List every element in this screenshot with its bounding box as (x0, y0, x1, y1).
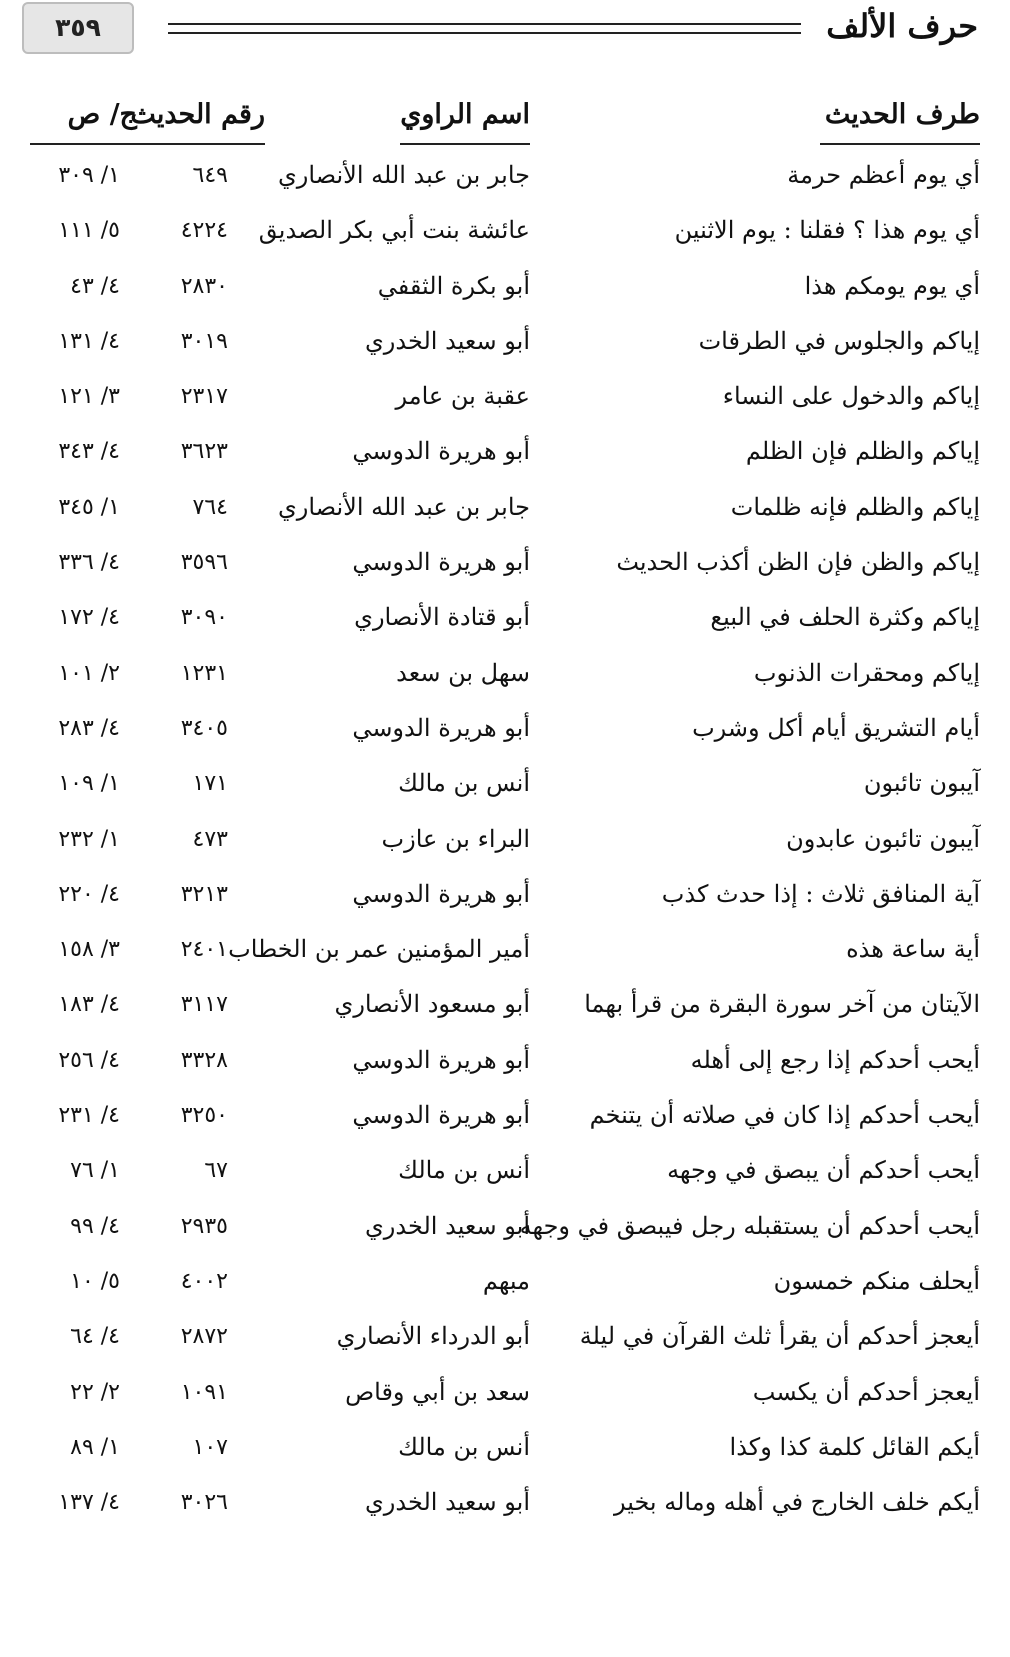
hadith-number-cell: ١٢٣١ (180, 660, 228, 686)
narrator-cell: أنس بن مالك (398, 769, 530, 798)
volume-page-cell: ٢/ ١٠١ (58, 660, 120, 686)
narrator-cell: أبو قتادة الأنصاري (354, 603, 530, 632)
hadith-text-cell: أي يوم أعظم حرمة (787, 161, 980, 189)
narrator-cell: أبو الدرداء الأنصاري (336, 1322, 530, 1351)
narrator-cell: جابر بن عبد الله الأنصاري (277, 492, 530, 521)
volume-page-cell: ١/ ٣٠٩ (58, 163, 120, 188)
table-row (0, 314, 1010, 369)
volume-page-cell: ٤/ ١٣٧ (58, 1490, 120, 1516)
hadith-text-cell: أية ساعة هذه (846, 935, 980, 964)
volume-page-cell: ٥/ ١١١ (58, 218, 120, 244)
table-row (0, 480, 1010, 535)
hadith-index-table (0, 148, 1010, 1530)
volume-page-cell: ٤/ ٢٢٠ (58, 881, 120, 907)
column-header-hadith-text: طرف الحديث (820, 93, 980, 145)
narrator-cell: أبو هريرة الدوسي (352, 879, 530, 908)
hadith-text-cell: أيام التشريق أيام أكل وشرب (692, 713, 980, 742)
table-row (0, 1033, 1010, 1088)
narrator-cell: أبو هريرة الدوسي (352, 548, 530, 577)
hadith-text-cell: أيحب أحدكم أن يبصق في وجهه (667, 1156, 980, 1185)
volume-page-cell: ٥/ ١٠ (70, 1268, 120, 1294)
volume-page-cell: ٤/ ١٣١ (58, 328, 120, 354)
table-row (0, 1475, 1010, 1530)
hadith-text-cell: إياكم والدخول على النساء (722, 382, 980, 411)
volume-page-cell: ٤/ ١٧٢ (58, 605, 120, 631)
volume-page-cell: ٤/ ٢٥٦ (58, 1047, 120, 1073)
hadith-number-cell: ٣٦٢٣ (180, 439, 228, 465)
hadith-number-cell: ٤٢٢٤ (180, 218, 228, 244)
table-row (0, 646, 1010, 701)
table-row (0, 701, 1010, 756)
hadith-text-cell: أيكم القائل كلمة كذا وكذا (729, 1432, 980, 1461)
table-row (0, 977, 1010, 1032)
volume-page-cell: ٤/ ١٨٣ (58, 992, 120, 1018)
table-row (0, 590, 1010, 645)
narrator-cell: سهل بن سعد (396, 658, 530, 687)
volume-page-cell: ٤/ ٢٨٣ (58, 715, 120, 741)
hadith-number-cell: ٣١١٧ (180, 992, 228, 1018)
narrator-cell: أبو بكرة الثقفي (377, 271, 530, 300)
hadith-number-cell: ٣٤٠٥ (180, 715, 228, 741)
table-row (0, 812, 1010, 867)
hadith-text-cell: إياكم والظلم فإنه ظلمات (730, 492, 980, 521)
hadith-number-cell: ٢٨٧٢ (180, 1324, 228, 1350)
narrator-cell: أبو مسعود الأنصاري (334, 990, 530, 1019)
table-row (0, 535, 1010, 590)
volume-page-cell: ٢/ ٢٢ (70, 1379, 120, 1405)
hadith-number-cell: ٢٣١٧ (180, 384, 228, 410)
narrator-cell: مبهم (482, 1266, 530, 1295)
volume-page-cell: ١/ ٢٣٢ (58, 826, 120, 852)
narrator-cell: أبو هريرة الدوسي (352, 1045, 530, 1074)
hadith-text-cell: أيعجز أحدكم أن يكسب (752, 1377, 980, 1406)
table-row (0, 756, 1010, 811)
hadith-number-cell: ٣٣٢٨ (180, 1047, 228, 1073)
header-rule-bottom (168, 32, 801, 34)
narrator-cell: عقبة بن عامر (395, 382, 530, 411)
hadith-number-cell: ٤٧٣ (192, 826, 228, 852)
hadith-text-cell: أيكم خلف الخارج في أهله وماله بخير (613, 1488, 980, 1517)
narrator-cell: أبو سعيد الخدري (365, 1211, 530, 1240)
hadith-text-cell: أيحب أحدكم أن يستقبله رجل فيبصق في وجهه (519, 1211, 980, 1240)
table-row (0, 148, 1010, 203)
narrator-cell: أنس بن مالك (398, 1156, 530, 1185)
hadith-number-cell: ١٠٧ (192, 1434, 228, 1460)
table-row (0, 1143, 1010, 1198)
hadith-text-cell: أي يوم هذا ؟ فقلنا : يوم الاثنين (674, 216, 980, 245)
header-rule-top (168, 23, 801, 25)
narrator-cell: أبو سعيد الخدري (365, 1488, 530, 1517)
section-title: حرف الألف (826, 7, 978, 45)
table-row (0, 1309, 1010, 1364)
hadith-text-cell: آية المنافق ثلاث : إذا حدث كذب (661, 879, 980, 908)
narrator-cell: أبو هريرة الدوسي (352, 1101, 530, 1130)
hadith-text-cell: إياكم وكثرة الحلف في البيع (710, 603, 980, 632)
table-row (0, 259, 1010, 314)
volume-page-cell: ٣/ ١٢١ (58, 384, 120, 410)
narrator-cell: أبو هريرة الدوسي (352, 713, 530, 742)
hadith-text-cell: إياكم والظلم فإن الظلم (745, 437, 980, 466)
hadith-number-cell: ١٠٩١ (180, 1379, 228, 1405)
volume-page-cell: ٤/ ٩٩ (70, 1213, 120, 1239)
hadith-number-cell: ٣٥٩٦ (180, 550, 228, 576)
table-row (0, 922, 1010, 977)
hadith-number-cell: ٢٤٠١ (180, 937, 228, 963)
hadith-number-cell: ٢٩٣٥ (180, 1213, 228, 1239)
table-row (0, 1199, 1010, 1254)
volume-page-cell: ٤/ ٣٤٣ (58, 439, 120, 465)
hadith-text-cell: إياكم ومحقرات الذنوب (753, 658, 980, 687)
table-row (0, 1420, 1010, 1475)
hadith-text-cell: آيبون تائبون عابدون (786, 824, 980, 853)
table-row (0, 1088, 1010, 1143)
narrator-cell: البراء بن عازب (381, 824, 530, 853)
narrator-cell: أمير المؤمنين عمر بن الخطاب (228, 935, 530, 964)
hadith-text-cell: إياكم والجلوس في الطرقات (698, 326, 980, 355)
hadith-number-cell: ٧٦٤ (192, 494, 228, 520)
hadith-text-cell: أيعجز أحدكم أن يقرأ ثلث القرآن في ليلة (579, 1322, 980, 1351)
volume-page-cell: ٤/ ٢٣١ (58, 1103, 120, 1129)
table-row (0, 1254, 1010, 1309)
volume-page-cell: ٤/ ٦٤ (70, 1324, 120, 1350)
hadith-number-cell: ٣٠٩٠ (180, 605, 228, 631)
volume-page-cell: ٤/ ٣٣٦ (58, 550, 120, 576)
hadith-number-cell: ٤٠٠٢ (180, 1268, 228, 1294)
narrator-cell: أبو سعيد الخدري (365, 326, 530, 355)
hadith-number-cell: ٣٠٢٦ (180, 1490, 228, 1516)
hadith-text-cell: أيحب أحدكم إذا رجع إلى أهله (690, 1045, 980, 1074)
hadith-number-cell: ٦٧ (204, 1158, 228, 1184)
hadith-text-cell: آيبون تائبون (863, 769, 980, 798)
volume-page-cell: ٤/ ٤٣ (70, 273, 120, 299)
volume-page-cell: ٣/ ١٥٨ (58, 937, 120, 963)
hadith-text-cell: إياكم والظن فإن الظن أكذب الحديث (616, 548, 980, 577)
table-row (0, 1365, 1010, 1420)
hadith-number-cell: ٢٨٣٠ (180, 273, 228, 299)
page-header (0, 0, 1010, 70)
narrator-cell: أنس بن مالك (398, 1432, 530, 1461)
narrator-cell: أبو هريرة الدوسي (352, 437, 530, 466)
hadith-number-cell: ٣٢١٣ (180, 881, 228, 907)
narrator-cell: عائشة بنت أبي بكر الصديق (258, 216, 530, 245)
hadith-number-cell: ٣٢٥٠ (180, 1103, 228, 1129)
table-row (0, 369, 1010, 424)
hadith-number-cell: ١٧١ (192, 771, 228, 797)
hadith-text-cell: أيحلف منكم خمسون (773, 1266, 980, 1295)
hadith-text-cell: الآيتان من آخر سورة البقرة من قرأ بهما (584, 990, 980, 1019)
volume-page-cell: ١/ ٣٤٥ (58, 494, 120, 520)
column-header-hadith-number: رقم الحديث (137, 93, 265, 145)
column-header-narrator: اسم الراوي (400, 93, 530, 145)
table-row (0, 867, 1010, 922)
hadith-text-cell: أيحب أحدكم إذا كان في صلاته أن يتنخم (589, 1101, 980, 1130)
table-row (0, 424, 1010, 479)
volume-page-cell: ١/ ٧٦ (70, 1158, 120, 1184)
hadith-number-cell: ٦٤٩ (192, 163, 228, 188)
volume-page-cell: ١/ ٨٩ (70, 1434, 120, 1460)
column-header-volume-page: ج/ ص (30, 93, 137, 145)
volume-page-cell: ١/ ١٠٩ (58, 771, 120, 797)
narrator-cell: جابر بن عبد الله الأنصاري (277, 161, 530, 189)
table-row (0, 203, 1010, 258)
page-number: ٣٥٩ (22, 2, 134, 54)
hadith-number-cell: ٣٠١٩ (180, 328, 228, 354)
hadith-text-cell: أي يوم يومكم هذا (804, 271, 980, 300)
narrator-cell: سعد بن أبي وقاص (345, 1377, 530, 1406)
